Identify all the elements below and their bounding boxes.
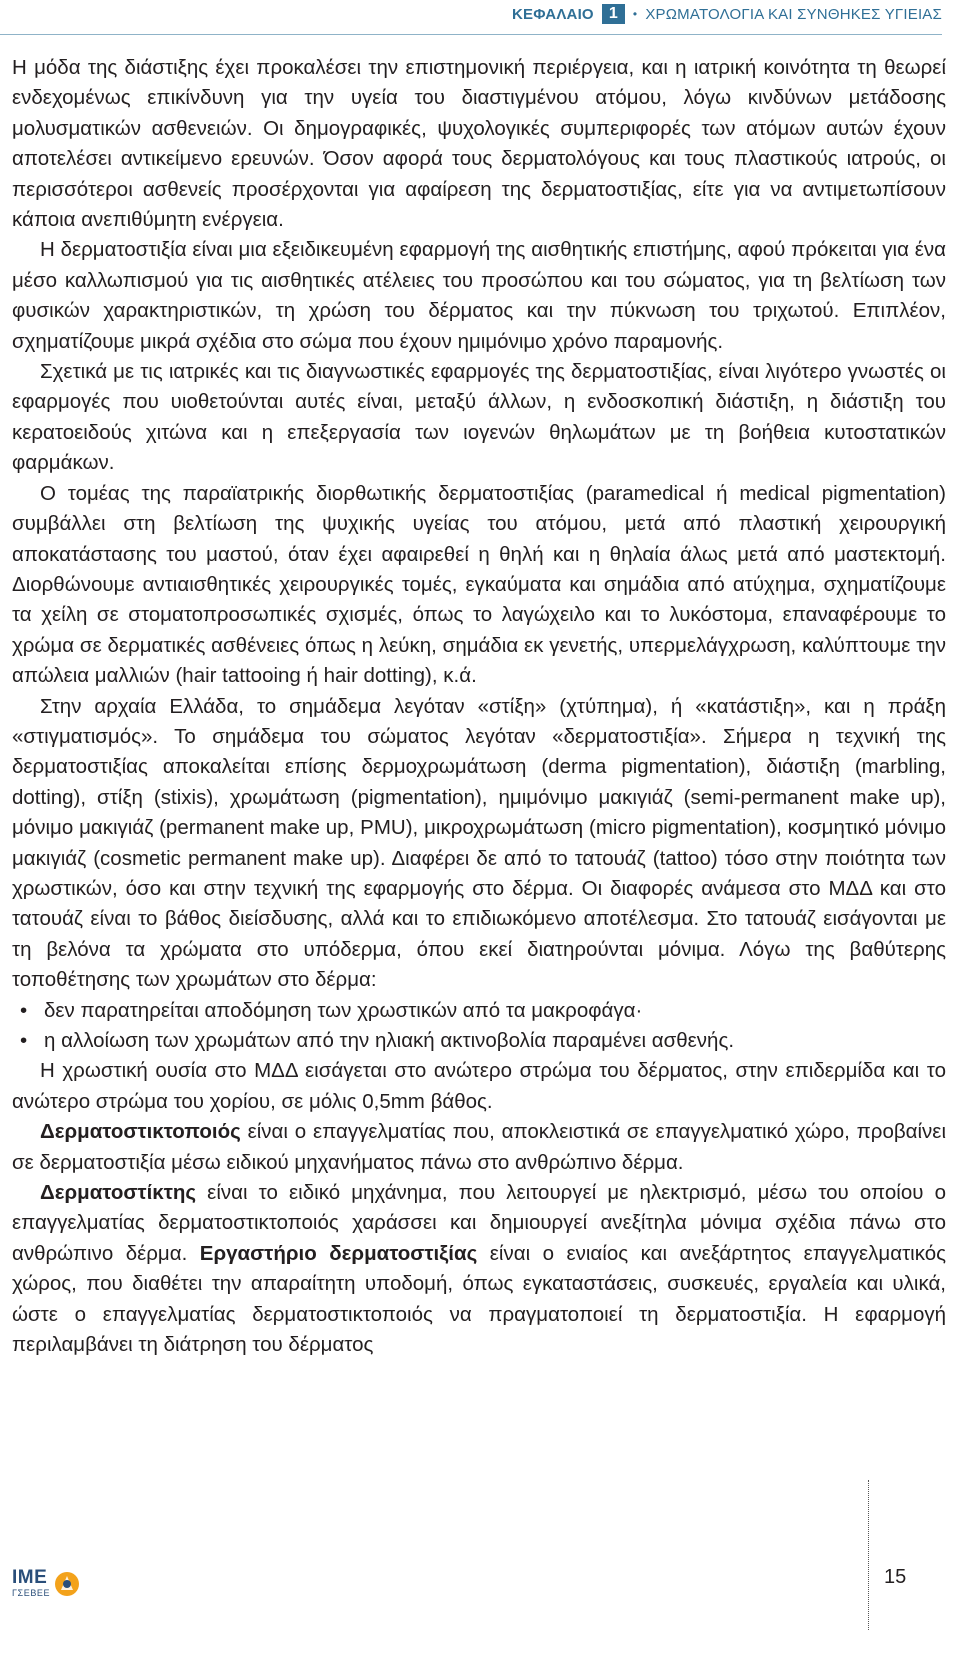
paragraph [12,1117,946,1178]
list-item: • δεν παρατηρείται αποδόμηση των χρωστικών από τα μακροφάγα· [44,996,946,1026]
header-separator: • [632,7,638,21]
body-text [12,53,946,1360]
running-header [512,4,942,24]
bullet-list [12,996,946,1057]
term-definition: Δερματοστίκτης [40,1181,197,1205]
paragraph: Σχετικά με τις ιατρικές και τις διαγνωστικές εφαρμογές της δερματοστιξίας, είναι λιγότερο γνωστές οι εφαρμογές που υιοθετούνται αυτές είναι, μεταξύ άλλων, η ενδοσκοπική διάστιξη, η διάστιξη του κερατοειδούς χιτώνα και η επεξεργασία των ιογενών θηλωμάτων με τη βοήθεια κυτοστατικών φαρμάκων. [12,360,946,475]
definition-text: είναι ο επαγγελματίας που, αποκλειστικά σε επαγγελματικό χώρο, προβαίνει σε δερματοστιξία μέσω ειδικού μηχανήματος πάνω στο ανθρώπινο δέρμα. [12,1120,946,1174]
paragraph: Ο τομέας της παραϊατρικής διορθωτικής δερματοστιξίας (paramedical ή medical pigmentation) συμβάλλει στη βελτίωση της ψυχικής υγείας του ατόμου, μετά από πλαστική χειρουργική αποκατάστασης του μαστού, όταν έχει αφαιρεθεί η θηλή και η θηλαία άλως μετά από μαστεκτομή. Διορθώνουμε αντιαισθητικές χειρουργικές τομές, εγκαύματα και σημάδια από ατύχημα, σχηματίζουμε τα χείλη σε στοματοπροσωπικές σχισμές, όπως το λαγώχειλο και το λυκόστομα, επαναφέρουμε το χρώμα σε δερματικές ασθένειες όπως η λεύκη, σημάδια εκ γενετής, υπερμελάγχρωση, καλύπτουμε την απώλεια μαλλιών (hair tattooing ή hair dotting), κ.ά. [12,481,946,688]
term-definition: Εργαστήριο δερματοστιξίας [199,1241,478,1265]
paragraph: Η δερματοστιξία είναι μια εξειδικευμένη εφαρμογή της αισθητικής επιστήμης, αφού πρόκειται για ένα μέσο καλλωπισμού για τις αισθητικές ατέλειες του προσώπου και του σώματος, για τη βελτίωση των φυσικών χαρακτηριστικών, τη χρώση του δέρματος και την πύκνωση του τριχωτού. Επιπλέον, σχηματίζουμε μικρά σχέδια στο σώμα που έχουν ημιμόνιμο χρόνο παραμονής. [12,238,946,353]
logo-text: ΙΜΕ [12,1567,48,1588]
footer-divider [868,1480,869,1630]
definition-text: είναι το ειδικό μηχάνημα, που λειτουργεί με ηλεκτρισμό, μέσω του οποίου ο επαγγελματίας δερματοστικτοποιός χαράσσει και δημιουργεί ανεξίτηλα μόνιμα σχέδια πάνω στο ανθρώπινο δέρμα. [12,1181,946,1265]
page-number: 15 [884,1566,907,1588]
logo-emblem-icon [53,1568,81,1598]
logo-subtext: ΓΣΕΒΕΕ [12,1588,51,1598]
paragraph: Η χρωστική ουσία στο ΜΔΔ εισάγεται στο ανώτερο στρώμα του δέρματος, στην επιδερμίδα και το ανώτερο στρώμα του χορίου, σε μόλις 0,5mm βάθος. [12,1059,946,1113]
publisher-logo [12,1568,81,1598]
paragraph: Στην αρχαία Ελλάδα, το σημάδεμα λεγόταν «στίξη» (χτύπημα), ή «κατάστιξη», και η πράξη «στιγματισμός». Το σημάδεμα του σώματος λεγόταν «δερματοστιξία». Σήμερα η τεχνική της δερματοστιξίας αποκαλείται επίσης δερμοχρωμάτωση (derma pigmentation), διάστιξη (marbling, dotting), στίξη (stixis), χρωμάτωση (pigmentation), ημιμόνιμο μακιγιάζ (semi-permanent make up), μόνιμο μακιγιάζ (permanent make up, PMU), μικροχρωμάτωση (micro pigmentation), κοσμητικό μόνιμο μακιγιάζ (cosmetic permanent make up). Διαφέρει δε από το τατουάζ (tattoo) τόσο στην ποιότητα των χρωστικών, όσο και στην τεχνική της εφαρμογής στο δέρμα. Οι διαφορές ανάμεσα στο ΜΔΔ και στο τατουάζ είναι το βάθος διείσδυσης, αλλά και το επιδιωκόμενο αποτέλεσμα. Στο τατουάζ εισάγονται με τη βελόνα τα χρώματα στο υπόδερμα, όπου εκεί διατηρούνται μόνιμα. Λόγω της βαθύτερης τοποθέτησης των χρωμάτων στο δέρμα: [12,694,946,992]
header-divider [0,34,942,35]
chapter-label: ΚΕΦΑΛΑΙΟ [511,5,594,23]
list-item: • η αλλοίωση των χρωμάτων από την ηλιακή ακτινοβολία παραμένει ασθενής. [44,1026,946,1056]
paragraph [12,1178,946,1360]
term-definition: Δερματοστικτοποιός [40,1120,241,1144]
definition-text: είναι ο ενιαίος και ανεξάρτητος επαγγελματικός χώρος, που διαθέτει την απαραίτητη υποδομή, όπως εγκαταστάσεις, συσκευές, εργαλεία και υλικά, ώστε ο επαγγελματίας δερματοστικτοποιός να πραγματοποιεί τη δερματοστιξία. Η εφαρμογή περιλαμβάνει τη διάτρηση του δέρματος [12,1241,946,1357]
paragraph: Η μόδα της διάστιξης έχει προκαλέσει την επιστημονική περιέργεια, και η ιατρική κοινότητα τη θεωρεί ενδεχομένως επικίνδυνη για την υγεία του διαστιγμένου ατόμου, λόγω κινδύνων μετάδοσης μολυσματικών ασθενειών. Οι δημογραφικές, ψυχολογικές συμπεριφορές των ατόμων αυτών έχουν αποτελέσει αντικείμενο ερευνών. Όσον αφορά τους δερματολόγους και τους πλαστικούς ιατρούς, οι περισσότεροι ασθενείς προσέρχονται για αφαίρεση της δερματοστιξίας, είτε για να αντιμετωπίσουν κάποια ανεπιθύμητη ενέργεια. [12,56,946,232]
chapter-title: ΧΡΩΜΑΤΟΛΟΓΙΑ ΚΑΙ ΣΥΝΘΗΚΕΣ ΥΓΙΕΙΑΣ [645,5,942,23]
chapter-number-badge: 1 [602,4,625,24]
